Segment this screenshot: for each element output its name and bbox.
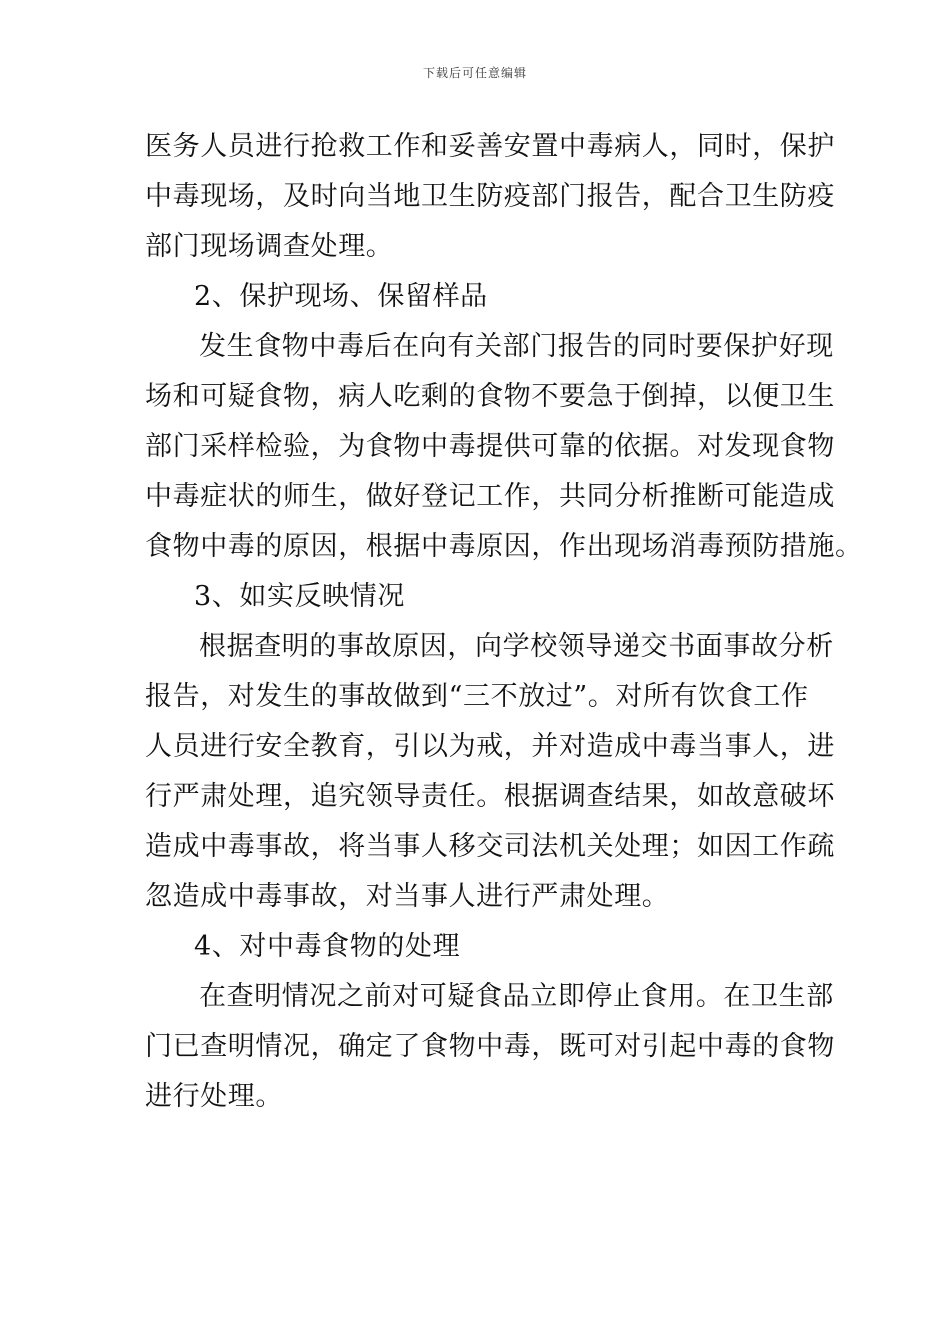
- text-line: 行严肃处理，追究领导责任。根据调查结果，如故意破坏: [145, 781, 835, 812]
- text-line: 造成中毒事故，将当事人移交司法机关处理；如因工作疏: [145, 831, 835, 862]
- section-heading: 3、如实反映情况: [194, 581, 405, 612]
- section-heading: 4、对中毒食物的处理: [194, 931, 461, 962]
- text-line: 进行处理。: [145, 1081, 283, 1112]
- header-note: 下载后可任意编辑: [422, 66, 527, 80]
- text-line: 中毒症状的师生，做好登记工作，共同分析推断可能造成: [145, 481, 835, 512]
- text-line: 食物中毒的原因，根据中毒原因，作出现场消毒预防措施。: [145, 531, 863, 562]
- text-line: 忽造成中毒事故，对当事人进行严肃处理。: [145, 881, 670, 912]
- text-line: 人员进行安全教育，引以为戒，并对造成中毒当事人，进: [145, 731, 835, 762]
- text-line: 门已查明情况，确定了食物中毒，既可对引起中毒的食物: [145, 1031, 835, 1062]
- text-line: 医务人员进行抢救工作和妥善安置中毒病人，同时，保护: [145, 131, 835, 162]
- paragraph-first-line: 发生食物中毒后在向有关部门报告的同时要保护好现: [199, 331, 834, 362]
- text-line: 中毒现场，及时向当地卫生防疫部门报告，配合卫生防疫: [145, 181, 835, 212]
- paragraph-first-line: 根据查明的事故原因，向学校领导递交书面事故分析: [199, 631, 834, 662]
- body-text: [145, 122, 863, 1122]
- text-line: 部门采样检验，为食物中毒提供可靠的依据。对发现食物: [145, 431, 835, 462]
- text-line: 场和可疑食物，病人吃剩的食物不要急于倒掉，以便卫生: [145, 381, 835, 412]
- text-line: 部门现场调查处理。: [145, 231, 394, 262]
- paragraph-first-line: 在查明情况之前对可疑食品立即停止食用。在卫生部: [199, 981, 834, 1012]
- text-line: 报告，对发生的事故做到“三不放过”。对所有饮食工作: [145, 681, 809, 712]
- section-heading: 2、保护现场、保留样品: [194, 281, 488, 312]
